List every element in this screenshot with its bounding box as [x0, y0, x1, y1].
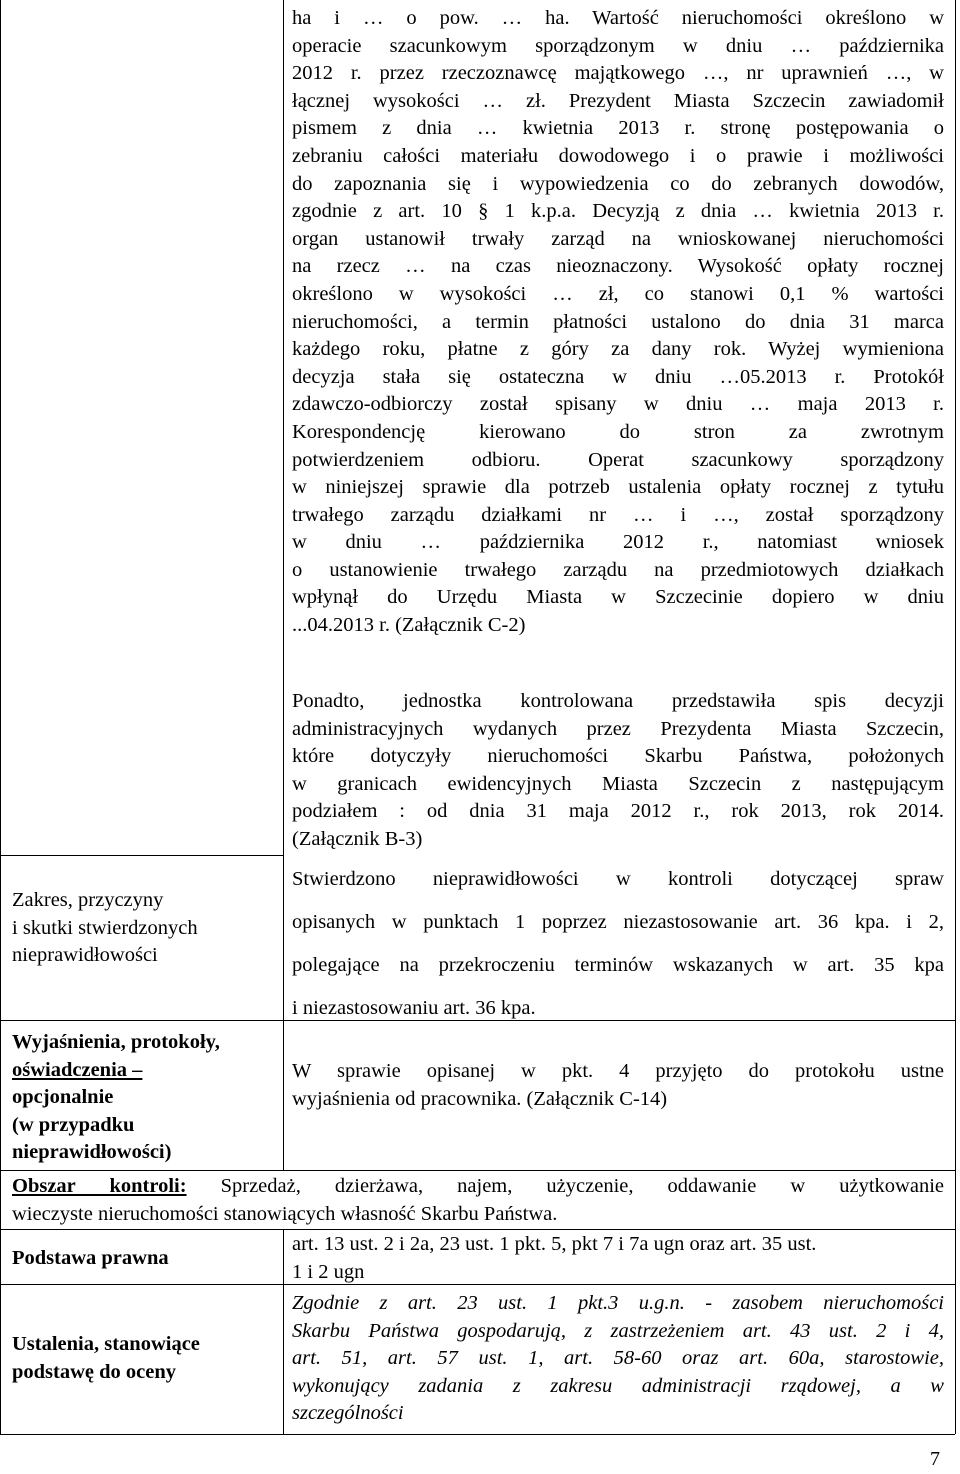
- text-line: trwałego zarządu działkami nr … i …, został sporządzony: [292, 503, 944, 526]
- label-line: nieprawidłowości: [12, 944, 158, 967]
- text-line: Zgodnie z art. 23 ust. 1 pkt.3 u.g.n. - zasobem nieruchomości: [292, 1292, 944, 1314]
- explanations-text: [292, 1058, 944, 1113]
- findings-basis-label: [12, 1331, 200, 1386]
- label-line: podstawę do oceny: [12, 1360, 177, 1383]
- text-line: (Załącznik B-3): [292, 827, 423, 850]
- text-line: ...04.2013 r. (Załącznik C-2): [292, 614, 526, 637]
- text-line: podziałem : od dnia 31 maja 2012 r., rok 2013, rok 2014.: [292, 800, 944, 823]
- label-line: nieprawidłowości): [12, 1141, 172, 1164]
- label-line: opcjonalnie: [12, 1086, 114, 1109]
- text-line: każdego roku, płatne z góry za dany rok. Wyżej wymieniona: [292, 338, 944, 361]
- label-line: Wyjaśnienia, protokoły,: [12, 1031, 220, 1053]
- text-line: organ ustanowił trwały zarząd na wnioskowanej nieruchomości: [292, 227, 944, 250]
- findings-paragraph-2: [292, 688, 944, 854]
- text-line: administracyjnych wydanych przez Prezydenta Miasta Szczecin,: [292, 717, 944, 740]
- text-line: nieruchomości, a termin płatności ustalono do dnia 31 marca: [292, 310, 944, 333]
- text-line: które dotyczyły nieruchomości Skarbu Państwa, położonych: [292, 745, 944, 768]
- control-area-line: [12, 1173, 944, 1201]
- control-area-text: Sprzedaż, dzierżawa, najem, użyczenie, oddawanie w użytkowanie: [220, 1175, 945, 1197]
- table-left-border: [0, 0, 1, 1434]
- text-line: decyzja stała się ostateczna w dniu …05.2013 r. Protokół: [292, 365, 944, 388]
- text-line: zebraniu całości materiału dowodowego i o prawie i możliwości: [292, 144, 944, 167]
- label-line: Zakres, przyczyny: [12, 889, 164, 911]
- text-line: do zapoznania się i wypowiedzenia co do zebranych dowodów,: [292, 172, 944, 195]
- text-line: w dniu … października 2012 r., natomiast wniosek: [292, 531, 944, 554]
- text-line: art. 51, art. 57 ust. 1, art. 58-60 oraz art. 60a, starostowie,: [292, 1347, 944, 1370]
- page-number: 7: [930, 1448, 940, 1470]
- text-line: Stwierdzono nieprawidłowości w kontroli dotyczącej spraw: [292, 868, 944, 890]
- text-line: polegające na przekroczeniu terminów wskazanych w art. 35 kpa: [292, 954, 944, 976]
- text-line: operacie szacunkowym sporządzonym w dniu … października: [292, 34, 944, 57]
- text-line: na rzecz … na czas nieoznaczony. Wysokość opłaty rocznej: [292, 255, 944, 278]
- control-area-line: wieczyste nieruchomości stanowiących własność Skarbu Państwa.: [12, 1202, 558, 1225]
- row-divider-4: [0, 1229, 955, 1230]
- text-line: zdawczo-odbiorczy został spisany w dniu … maja 2013 r.: [292, 393, 944, 416]
- text-line: Korespondencję kierowano do stron za zwrotnym: [292, 420, 944, 443]
- label-line: (w przypadku: [12, 1113, 135, 1136]
- text-line: wykonujący zadania z zakresu administracji rządowej, a w: [292, 1374, 944, 1397]
- legal-basis-label: Podstawa prawna: [12, 1247, 169, 1269]
- text-line: 2012 r. przez rzeczoznawcę majątkowego …, nr uprawnień …, w: [292, 62, 944, 85]
- irregularities-text: [292, 858, 944, 1030]
- control-area: [12, 1173, 944, 1228]
- legal-basis-text: [292, 1231, 944, 1286]
- text-line: łącznej wysokości … zł. Prezydent Miasta Szczecin zawiadomił: [292, 89, 944, 112]
- row-divider-1: [0, 855, 283, 856]
- text-line: opisanych w punktach 1 poprzez niezastosowanie art. 36 kpa. i 2,: [292, 911, 944, 933]
- text-line: ha i … o pow. … ha. Wartość nieruchomości określono w: [292, 7, 944, 29]
- row-divider-3: [0, 1170, 955, 1171]
- text-line: potwierdzeniem odbioru. Operat szacunkowy sporządzony: [292, 448, 944, 471]
- label-line: oświadczenia –: [12, 1058, 143, 1081]
- text-line: w niniejszej sprawie dla potrzeb ustalenia opłaty rocznej z tytułu: [292, 476, 944, 499]
- findings-paragraph-1: [292, 5, 944, 640]
- text-line: o ustanowienie trwałego zarządu na przedmiotowych działkach: [292, 558, 944, 581]
- text-line: Ponadto, jednostka kontrolowana przedstawiła spis decyzji: [292, 690, 944, 712]
- column-divider-top: [283, 0, 284, 1170]
- text-line: w granicach ewidencyjnych Miasta Szczecin z następującym: [292, 772, 944, 795]
- text-line: 1 i 2 ugn: [292, 1260, 365, 1283]
- label-line: Ustalenia, stanowiące: [12, 1333, 200, 1355]
- text-line: wpłynął do Urzędu Miasta w Szczecinie dopiero w dniu: [292, 586, 944, 609]
- text-line: szczególności: [292, 1402, 404, 1425]
- column-divider-bottom: [283, 1229, 284, 1434]
- explanations-label: [12, 1029, 220, 1167]
- control-area-label: Obszar kontroli:: [12, 1175, 187, 1197]
- text-line: wyjaśnienia od pracownika. (Załącznik C-14): [292, 1087, 668, 1110]
- text-line: Skarbu Państwa gospodarują, z zastrzeżeniem art. 43 ust. 2 i 4,: [292, 1319, 944, 1342]
- table-right-border: [955, 0, 956, 1434]
- findings-basis-text: [292, 1290, 944, 1428]
- text-line: określono w wysokości … zł, co stanowi 0,1 % wartości: [292, 282, 944, 305]
- text-line: zgodnie z art. 10 § 1 k.p.a. Decyzją z dnia … kwietnia 2013 r.: [292, 200, 944, 223]
- text-line: i niezastosowaniu art. 36 kpa.: [292, 997, 536, 1019]
- irregularities-label: [12, 887, 198, 970]
- text-line: pismem z dnia … kwietnia 2013 r. stronę postępowania o: [292, 117, 944, 140]
- text-line: art. 13 ust. 2 i 2a, 23 ust. 1 pkt. 5, pkt 7 i 7a ugn oraz art. 35 ust.: [292, 1233, 817, 1255]
- text-line: W sprawie opisanej w pkt. 4 przyjęto do protokołu ustne: [292, 1060, 944, 1082]
- table-bottom-border: [0, 1434, 955, 1435]
- label-line: i skutki stwierdzonych: [12, 916, 198, 939]
